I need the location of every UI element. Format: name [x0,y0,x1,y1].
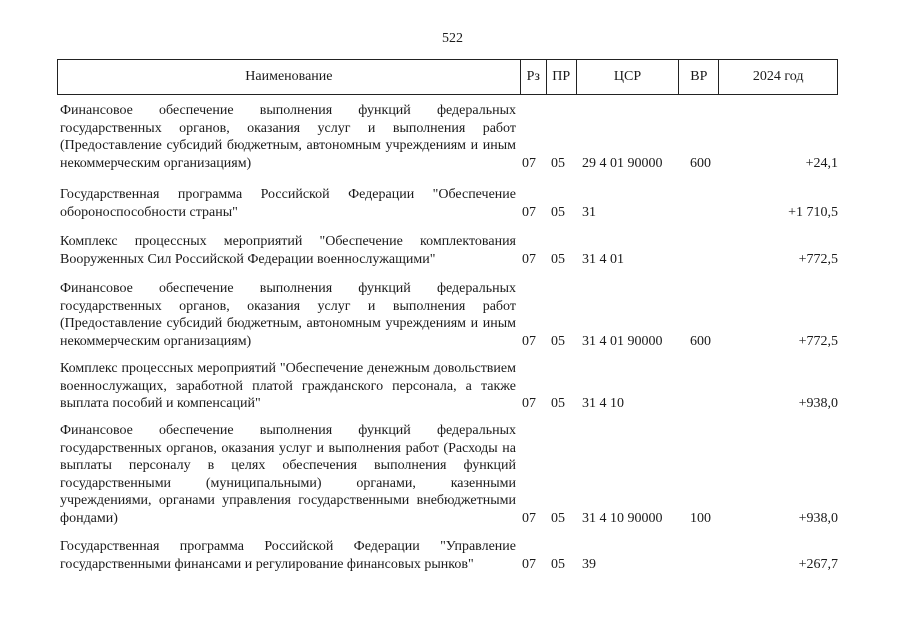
header-vr: ВР [679,60,719,94]
table-row [60,422,838,527]
row-csr: 31 [582,204,596,220]
page-number: 522 [442,31,463,46]
row-csr: 31 4 01 [582,251,624,267]
row-amount: +267,7 [798,556,838,572]
row-pr: 05 [551,556,565,572]
row-name: Государственная программа Российской Федерации "Обеспечение обороноспособности страны" [60,187,516,220]
row-codes [60,155,838,173]
row-amount: +938,0 [798,396,838,411]
row-csr: 31 4 10 90000 [582,510,663,526]
row-rz: 07 [522,510,536,526]
row-amount: +1 710,5 [788,204,838,220]
row-csr: 31 4 01 90000 [582,333,663,349]
table-row [60,186,838,221]
row-rz: 07 [522,556,536,572]
table-row [60,280,838,350]
table-row [60,102,838,172]
row-amount: +772,5 [798,251,838,267]
row-vr: 100 [690,510,711,526]
row-name: Финансовое обеспечение выполнения функций федеральных государственных органов, оказания услуг и выполнения работ (Предоставление субсидий бюджетным, автономным учреждениям и иным некоммерческим организациям) [60,281,516,349]
row-pr: 05 [551,396,565,411]
row-codes [60,510,838,528]
row-rz: 07 [522,204,536,220]
header-csr: ЦСР [577,60,680,94]
row-name: Финансовое обеспечение выполнения функций федеральных государственных органов, оказания услуг и выполнения работ (Расходы на выплаты персоналу в целях обеспечения выполнения функций государственными (муниципальными) органами, казенными учреждениями, органами управления государственными внебюджетными фондами) [60,423,516,526]
row-pr: 05 [551,333,565,349]
row-pr: 05 [551,155,565,171]
header-name: Наименование [58,60,521,94]
table-row [60,360,838,413]
row-codes [60,556,838,574]
row-pr: 05 [551,251,565,267]
header-pr: ПР [547,60,577,94]
row-pr: 05 [551,204,565,220]
row-csr: 31 4 10 [582,396,624,411]
header-rz: Рз [521,60,547,94]
row-rz: 07 [522,155,536,171]
row-name: Государственная программа Российской Федерации "Управление государственными финансами и регулирование финансовых рынков" [60,539,516,572]
table-row [60,538,838,573]
row-codes [60,251,838,269]
row-amount: +938,0 [798,510,838,526]
table-row [60,233,838,268]
row-name: Комплекс процессных мероприятий "Обеспечение денежным довольствием военнослужащих, заработной платой гражданского персонала, а также выплата пособий и компенсаций" [60,361,516,411]
row-codes [60,204,838,222]
table-header [57,59,838,95]
row-vr: 600 [690,155,711,171]
row-amount: +772,5 [798,333,838,349]
row-amount: +24,1 [805,155,838,171]
row-csr: 39 [582,556,596,572]
row-rz: 07 [522,396,536,411]
row-codes [60,333,838,351]
row-csr: 29 4 01 90000 [582,155,663,171]
header-year: 2024 год [752,69,804,84]
row-vr: 600 [690,333,711,349]
row-rz: 07 [522,251,536,267]
row-name: Комплекс процессных мероприятий "Обеспечение комплектования Вооруженных Сил Российской Федерации военнослужащими" [60,234,516,267]
row-rz: 07 [522,333,536,349]
row-codes [60,395,838,413]
row-name: Финансовое обеспечение выполнения функций федеральных государственных органов, оказания услуг и выполнения работ (Предоставление субсидий бюджетным, автономным учреждениям и иным некоммерческим организациям) [60,103,516,171]
row-pr: 05 [551,510,565,526]
